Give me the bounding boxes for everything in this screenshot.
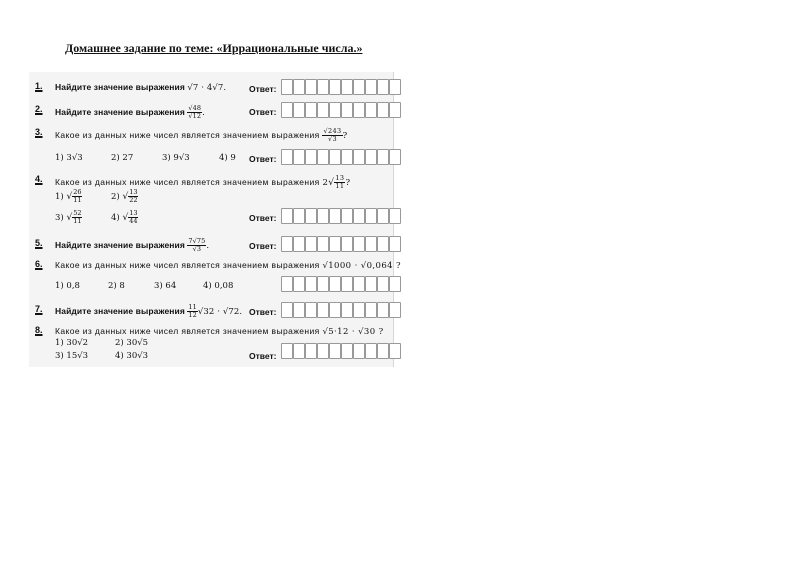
expression-fraction: $\frac{√48}{√12}$ — [188, 104, 202, 120]
task-number: 2. — [35, 104, 43, 114]
task-5: 5. Найдите значение выражения $\frac{7√75}{√3}$ . Ответ: — [29, 235, 393, 255]
answer-label: Ответ: — [249, 84, 277, 94]
task-4: 4. Какое из данных ниже чисел является значением выражения 2√ $\frac{13}{11}$ ? — [35, 174, 351, 190]
task-2: 2. Найдите значение выражения $\frac{√48}{√12}$ . Ответ: — [29, 102, 393, 122]
option[interactable]: 3) √ $\frac{52}{11}$ — [55, 209, 82, 225]
option[interactable]: 4) √ $\frac{13}{44}$ — [111, 209, 138, 225]
task-1 — [29, 81, 393, 97]
answer-boxes[interactable] — [281, 236, 401, 252]
answer-boxes[interactable] — [281, 149, 401, 165]
task-number: 5. — [35, 238, 43, 248]
answer-boxes[interactable] — [281, 208, 401, 224]
task-8-options-b — [29, 350, 393, 366]
expression-fraction: $\frac{7√75}{√3}$ — [188, 237, 206, 253]
question-text: Какое из данных ниже чисел является значением выражения — [55, 260, 320, 270]
question-text: Найдите значение выражения — [55, 106, 185, 117]
option[interactable]: 4) 30√3 — [115, 351, 149, 361]
task-number: 6. — [35, 259, 43, 269]
task-number: 4. — [35, 174, 43, 184]
question-text: Найдите значение выражения — [55, 305, 185, 316]
answer-label: Ответ: — [249, 307, 277, 317]
page-title: Домашнее задание по теме: «Иррациональные числа.» — [65, 41, 363, 55]
task-number: 1. — [35, 81, 43, 91]
question-text: Найдите значение выражения — [55, 239, 185, 250]
answer-label: Ответ: — [249, 107, 277, 117]
answer-boxes[interactable] — [281, 102, 401, 118]
answer-boxes[interactable] — [281, 302, 401, 318]
task-6 — [29, 259, 402, 275]
answer-label: Ответ: — [249, 213, 277, 223]
expression-fraction: $\frac{11}{12}$ — [188, 303, 197, 319]
option[interactable]: 1) √ $\frac{26}{11}$ — [55, 188, 82, 204]
task-4-options-a — [29, 189, 393, 209]
option[interactable]: 3) 64 — [154, 281, 177, 291]
option[interactable]: 2) 27 — [111, 153, 134, 163]
task-number: 3. — [35, 127, 43, 137]
task-3: 3. Какое из данных ниже чисел является значением выражения $\frac{√243}{√3}$ ? — [35, 127, 348, 143]
question-text: Какое из данных ниже чисел является значением выражения — [55, 326, 320, 336]
task-6-options — [29, 280, 393, 296]
answer-boxes[interactable] — [281, 276, 401, 292]
option[interactable]: 4) 0,08 — [203, 281, 234, 291]
question-text: Какое из данных ниже чисел является значением выражения — [55, 129, 320, 140]
option[interactable]: 3) 9√3 — [162, 153, 190, 163]
option[interactable]: 1) 3√3 — [55, 153, 83, 163]
option[interactable]: 1) 0,8 — [55, 281, 80, 291]
expression: √1000 · √0,064 ? — [322, 261, 402, 271]
task-7: 7. Найдите значение выражения $\frac{11}{12}$ √32 · √72. Ответ: — [29, 300, 393, 322]
option[interactable]: 2) 30√5 — [115, 338, 149, 348]
option[interactable]: 2) 8 — [108, 281, 125, 291]
expression-fraction: $\frac{√243}{√3}$ — [323, 127, 342, 143]
question-text: Найдите значение выражения — [55, 82, 185, 92]
task-number: 7. — [35, 304, 43, 314]
worksheet-scan — [29, 72, 402, 367]
task-number: 8. — [35, 325, 43, 335]
option[interactable]: 1) 30√2 — [55, 338, 89, 348]
answer-label: Ответ: — [249, 351, 277, 361]
answer-label: Ответ: — [249, 154, 277, 164]
question-text: Какое из данных ниже чисел является значением выражения — [55, 177, 320, 187]
option[interactable]: 3) 15√3 — [55, 351, 89, 361]
answer-boxes[interactable] — [281, 79, 401, 95]
expression: √5·12 · √30 ? — [322, 327, 384, 337]
option[interactable]: 4) 9 — [219, 153, 236, 163]
expression: √7 · 4√7. — [187, 83, 227, 93]
answer-label: Ответ: — [249, 241, 277, 251]
task-4-options-b — [29, 210, 393, 230]
option[interactable]: 2) √ $\frac{13}{22}$ — [111, 188, 138, 204]
answer-boxes[interactable] — [281, 343, 401, 359]
task-3-options — [29, 152, 393, 168]
